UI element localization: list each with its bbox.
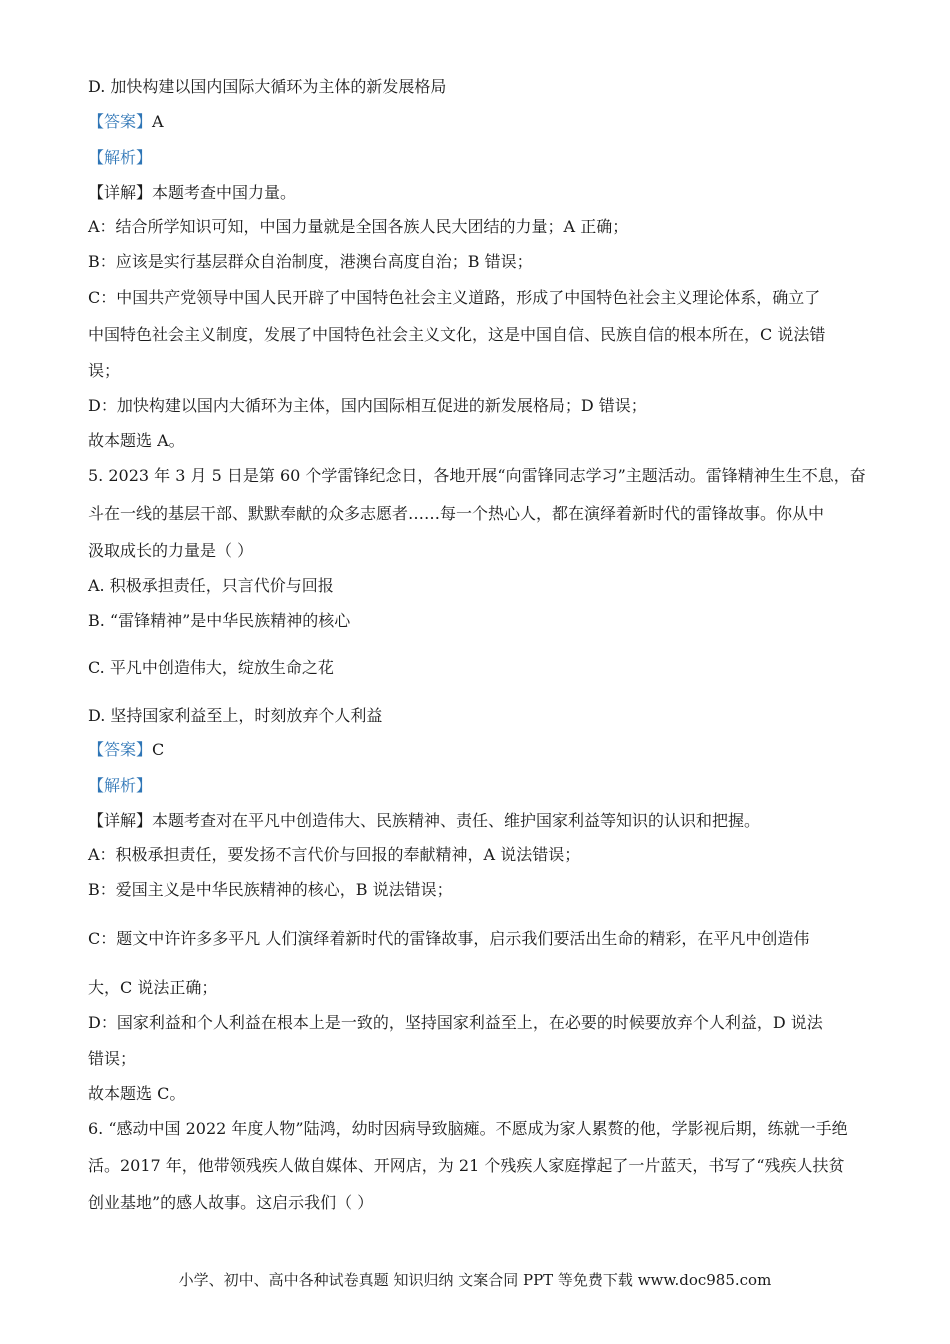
page-footer: 小学、初中、高中各种试卷真题 知识归纳 文案合同 PPT 等免费下载 www.doc985.com (178, 1271, 772, 1289)
q5-analysis-tag: 【解析】 (88, 776, 153, 795)
answer-value: A (152, 112, 164, 131)
q4-explain-c-1: C：中国共产党领导中国人民开辟了中国特色社会主义道路，形成了中国特色社会主义理论体系，确立了 (88, 288, 821, 307)
q4-analysis-tag: 【解析】 (88, 148, 153, 167)
detail-intro: 本题考查对在平凡中创造伟大、民族精神、责任、维护国家利益等知识的认识和把握。 (152, 811, 761, 830)
q5-explain-a: A：积极承担责任，要发扬不言代价与回报的奉献精神，A 说法错误； (88, 845, 581, 864)
q5-conclusion: 故本题选 C。 (88, 1084, 186, 1103)
q4-option-d: D. 加快构建以国内国际大循环为主体的新发展格局 (88, 77, 447, 96)
q5-option-a: A. 积极承担责任，只言代价与回报 (88, 576, 334, 595)
q4-explain-b: B：应该是实行基层群众自治制度，港澳台高度自治；B 错误； (88, 252, 533, 271)
q4-explain-c-3: 误； (88, 361, 121, 380)
q4-explain-a: A：结合所学知识可知，中国力量就是全国各族人民大团结的力量；A 正确； (88, 217, 629, 236)
answer-tag: 【答案】 (88, 740, 153, 759)
detail-tag: 【详解】 (88, 811, 153, 830)
q5-explain-c-1: C：题文中许许多多平凡 人们演绎着新时代的雷锋故事，启示我们要活出生命的精彩，在平凡中创造伟 (88, 929, 810, 948)
q5-explain-b: B：爱国主义是中华民族精神的核心，B 说法错误； (88, 880, 453, 899)
detail-intro: 本题考查中国力量。 (152, 183, 297, 202)
q5-option-b: B. “雷锋精神”是中华民族精神的核心 (88, 611, 351, 630)
answer-value: C (152, 740, 165, 759)
q5-answer (88, 740, 164, 760)
answer-tag: 【答案】 (88, 112, 153, 131)
q5-stem-3: 汲取成长的力量是（ ） (88, 541, 254, 560)
q5-option-c: C. 平凡中创造伟大，绽放生命之花 (88, 658, 334, 677)
q6-stem-3: 创业基地”的感人故事。这启示我们（ ） (88, 1193, 374, 1212)
q4-explain-d: D：加快构建以国内大循环为主体，国内国际相互促进的新发展格局；D 错误； (88, 396, 647, 415)
q5-stem-2: 斗在一线的基层干部、默默奉献的众多志愿者……每一个热心人，都在演绎着新时代的雷锋故事。你从中 (88, 504, 825, 523)
q5-option-d: D. 坚持国家利益至上，时刻放弃个人利益 (88, 706, 383, 725)
q4-detail (88, 183, 296, 203)
q5-stem-1: 5. 2023 年 3 月 5 日是第 60 个学雷锋纪念日，各地开展“向雷锋同志学习”主题活动。雷锋精神生生不息，奋 (88, 466, 866, 485)
q5-explain-d-2: 错误； (88, 1049, 137, 1068)
q5-explain-c-2: 大，C 说法正确； (88, 978, 218, 997)
q4-conclusion: 故本题选 A。 (88, 431, 185, 450)
q4-answer (88, 112, 164, 132)
q4-explain-c-2: 中国特色社会主义制度，发展了中国特色社会主义文化，这是中国自信、民族自信的根本所在，C 说法错 (88, 325, 826, 344)
q5-detail (88, 811, 760, 831)
q5-explain-d-1: D：国家利益和个人利益在根本上是一致的，坚持国家利益至上，在必要的时候要放弃个人利益，D 说法 (88, 1013, 823, 1032)
q6-stem-2: 活。2017 年，他带领残疾人做自媒体、开网店，为 21 个残疾人家庭撑起了一片蓝天，书写了“残疾人扶贫 (88, 1156, 845, 1175)
q6-stem-1: 6. “感动中国 2022 年度人物”陆鸿，幼时因病导致脑瘫。不愿成为家人累赘的他，学影视后期，练就一手绝 (88, 1119, 848, 1138)
detail-tag: 【详解】 (88, 183, 153, 202)
